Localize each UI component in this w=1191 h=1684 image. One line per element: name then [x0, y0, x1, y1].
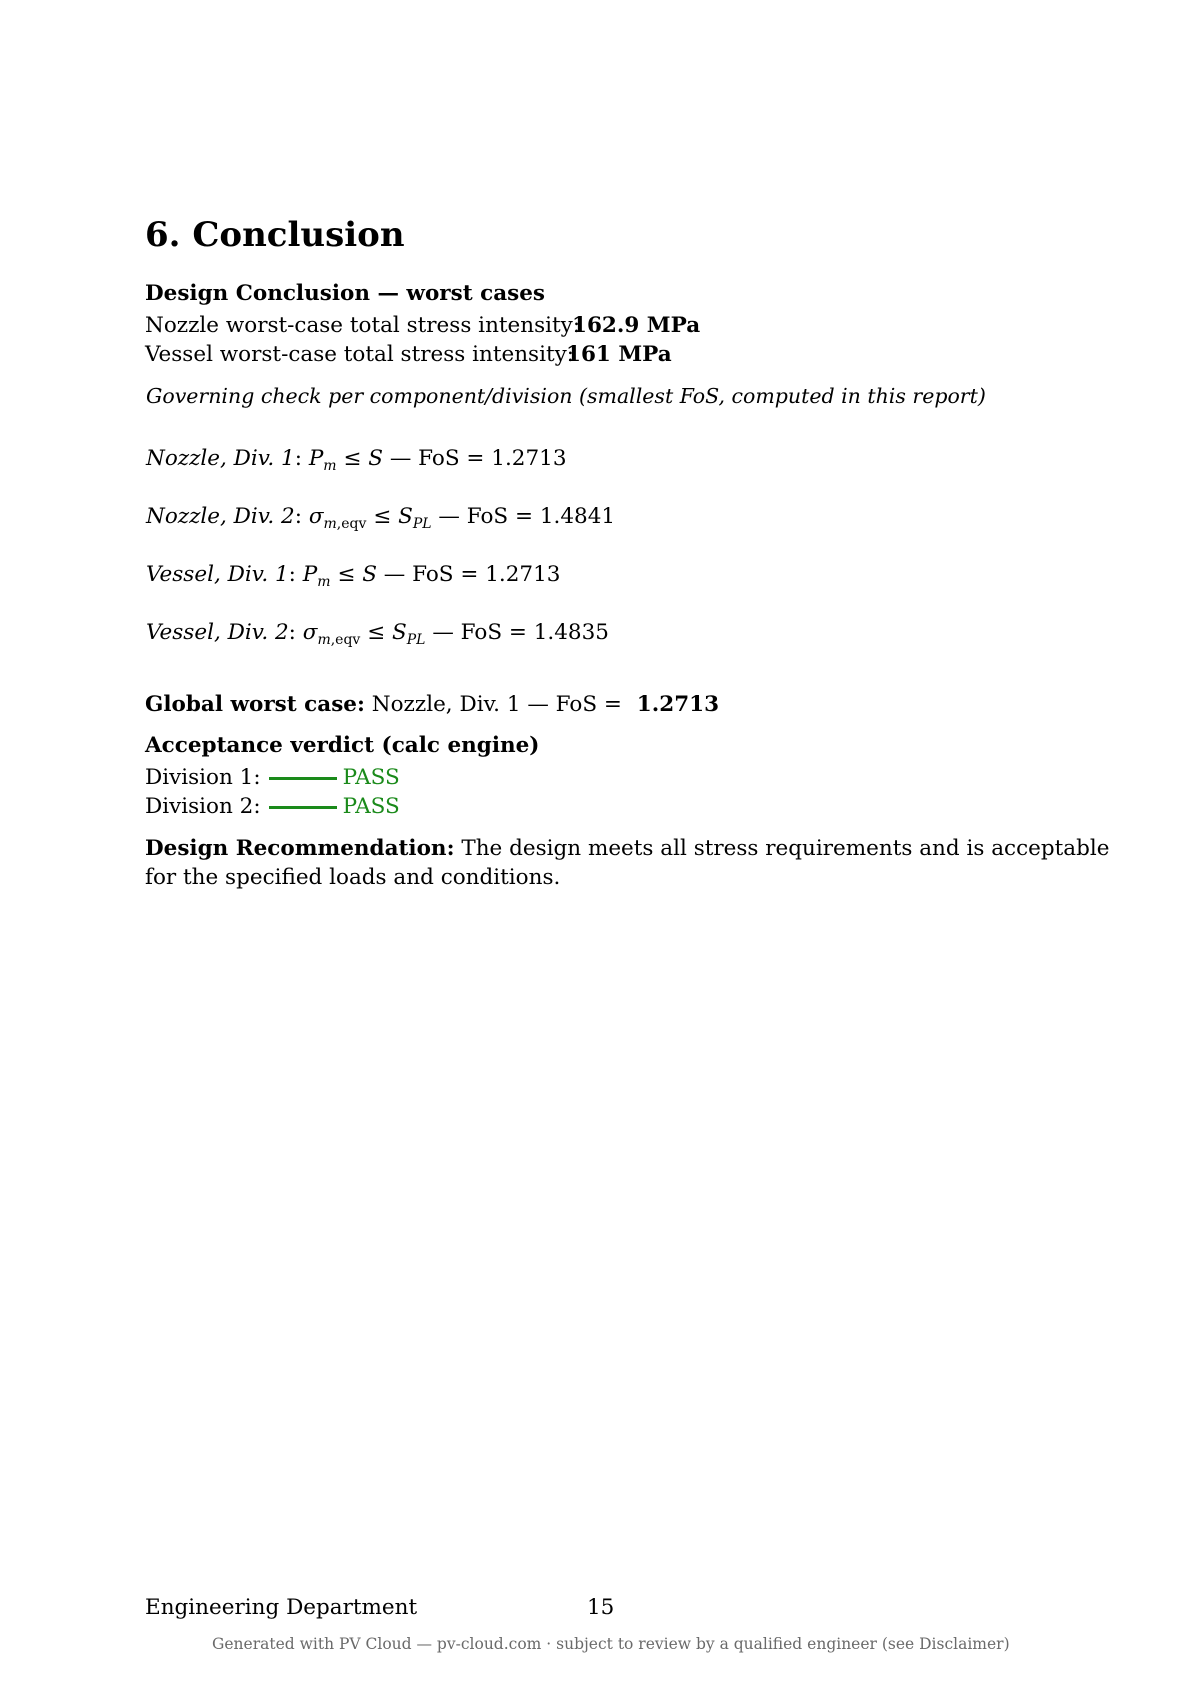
generated-note: Generated with PV Cloud — pv-cloud.com · subject to review by a qualified engineer (see Disclaimer)	[212, 1635, 1010, 1653]
division-1-label: Division 1:	[145, 765, 261, 790]
section-title: 6. Conclusion	[145, 215, 405, 255]
check-row: Vessel, Div. 2: $\sigma_{m,eqv} \le S_{PL}$ — FoS = 1.4835	[146, 620, 609, 648]
pass-bar	[269, 806, 337, 809]
check-rhs: S	[362, 562, 377, 587]
global-worst-value: 1.2713	[636, 692, 720, 717]
check-component: Vessel, Div. 2	[146, 620, 289, 645]
design-conclusion-heading: Design Conclusion — worst cases	[145, 281, 546, 306]
check-component: Nozzle, Div. 1	[146, 446, 295, 471]
check-fos: — FoS = 1.2713	[383, 562, 561, 587]
check-lhs-sub2: ,eqv	[336, 516, 367, 532]
check-lhs: σ	[302, 620, 318, 645]
global-worst-label: Global worst case:	[145, 692, 365, 717]
division-2-verdict	[145, 794, 400, 819]
footer-department: Engineering Department	[145, 1595, 418, 1620]
division-2-label: Division 2:	[145, 794, 261, 819]
acceptance-heading: Acceptance verdict (calc engine)	[145, 733, 540, 758]
recommendation-line-1	[145, 836, 1109, 861]
check-rhs: S	[368, 446, 383, 471]
page-number: 15	[587, 1595, 615, 1620]
check-component: Nozzle, Div. 2	[146, 504, 295, 529]
check-lhs: σ	[308, 504, 324, 529]
division-1-verdict	[145, 765, 400, 790]
check-lhs: P	[308, 446, 324, 471]
check-row: Vessel, Div. 1: $P_m \le S$ — FoS = 1.2713	[146, 562, 561, 590]
global-worst-text: Nozzle, Div. 1 — FoS =	[371, 692, 629, 717]
check-row: Nozzle, Div. 1: $P_m \le S$ — FoS = 1.2713	[146, 446, 567, 474]
check-fos: — FoS = 1.4841	[438, 504, 616, 529]
check-rhs: S	[398, 504, 413, 529]
check-lhs-sub: m	[317, 632, 331, 648]
nozzle-stress-label: Nozzle worst-case total stress intensity:	[145, 313, 581, 338]
recommendation-text: The design meets all stress requirements and is acceptable	[461, 836, 1110, 861]
global-worst-case	[145, 692, 719, 717]
check-lhs-sub2: ,eqv	[330, 632, 361, 648]
check-fos: — FoS = 1.4835	[432, 620, 609, 645]
check-fos: — FoS = 1.2713	[389, 446, 567, 471]
division-1-status: PASS	[342, 765, 400, 790]
recommendation-line-2: for the specified loads and conditions.	[145, 865, 561, 890]
check-row: Nozzle, Div. 2: $\sigma_{m,eqv} \le S_{PL}$ — FoS = 1.4841	[146, 504, 616, 532]
division-2-status: PASS	[342, 794, 400, 819]
check-lhs-sub: m	[317, 574, 331, 590]
recommendation-label: Design Recommendation:	[145, 836, 455, 861]
check-rhs: S	[392, 620, 407, 645]
check-lhs: P	[302, 562, 318, 587]
vessel-stress-value: 161 MPa	[566, 342, 672, 367]
check-component: Vessel, Div. 1	[146, 562, 289, 587]
governing-note: Governing check per component/division (smallest FoS, computed in this report)	[146, 384, 986, 408]
check-lhs-sub: m	[323, 458, 337, 474]
nozzle-stress-value: 162.9 MPa	[572, 313, 701, 338]
check-rhs-sub: PL	[406, 632, 426, 648]
check-lhs-sub: m	[323, 516, 337, 532]
pass-bar	[269, 777, 337, 780]
vessel-stress-label: Vessel worst-case total stress intensity:	[145, 342, 574, 367]
check-rhs-sub: PL	[412, 516, 432, 532]
